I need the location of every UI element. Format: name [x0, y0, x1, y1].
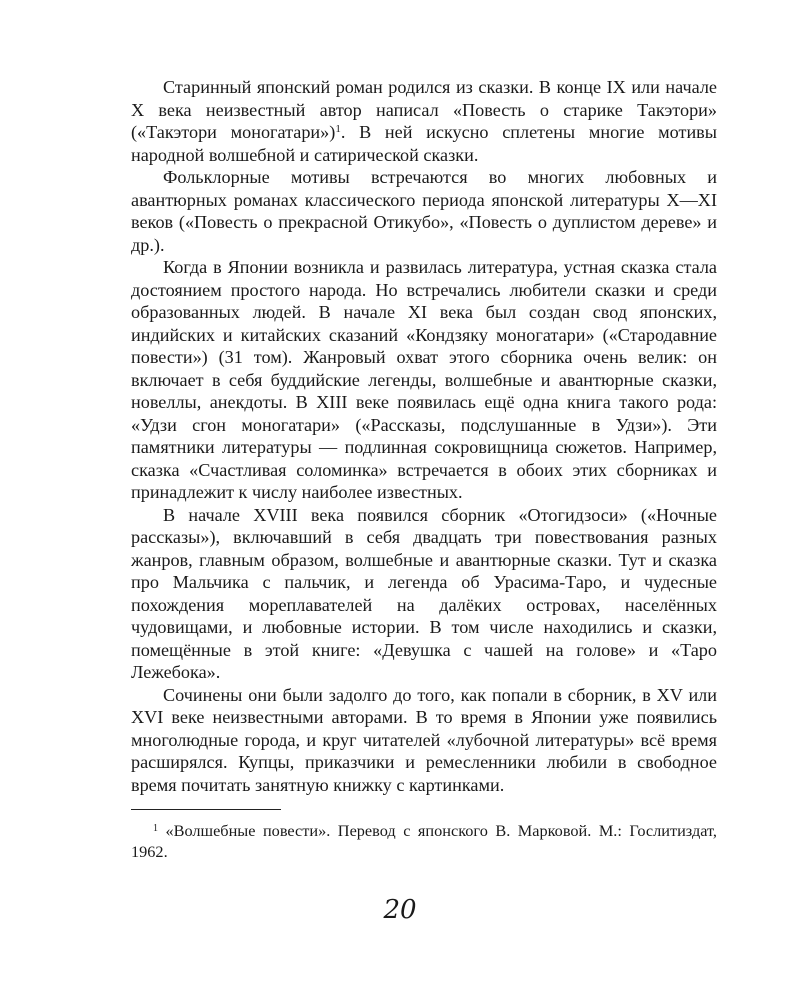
- body-text: [131, 76, 717, 796]
- paragraph-1: [131, 76, 717, 166]
- paragraph-1-text: Старинный японский роман родился из сказки. В конце IX или начале X века неизвестный автор написал «Повесть о старике Такэтори» («Такэтори моногатари»): [131, 77, 717, 142]
- paragraph-1-text-continued: . В ней искусно сплетены многие мотивы народной волшебной и сатирической сказки.: [131, 122, 717, 165]
- footnote-text: «Волшебные повести». Перевод с японского В. Марковой. М.: Гослитиздат, 1962.: [131, 821, 717, 861]
- paragraph-3: Когда в Японии возникла и развилась литература, устная сказка стала достоянием простого народа. Но встречались любители сказки и среди образованных людей. В начале XI века был создан свод японских, индийских и китайских сказаний «Кондзяку моногатари» («Стародавние повести») (31 том). Жанровый охват этого сборника очень велик: он включает в себя буддийские легенды, волшебные и авантюрные сказки, новеллы, анекдоты. В XIII веке появилась ещё одна книга такого рода: «Удзи сгон моногатари» («Рассказы, подслушанные в Удзи»). Эти памятники литературы — подлинная сокровищница сюжетов. Например, сказка «Счастливая соломинка» встречается в обоих этих сборниках и принадлежит к числу наиболее известных.: [131, 257, 717, 502]
- footnote-mark: 1: [153, 823, 158, 834]
- footnote-reference[interactable]: 1: [335, 123, 341, 135]
- page-number: 20: [383, 895, 417, 925]
- paragraph-4: В начале XVIII века появился сборник «Отогидзоси» («Ночные рассказы»), включавший в себя двадцать три повествования разных жанров, главным образом, волшебные и авантюрные сказки. Тут и сказка про Мальчика с пальчик, и легенда об Урасима-Таро, и чудесные похождения мореплавателей на далёких островах, населённых чудовищами, и любовные истории. В том числе находились и сказки, помещённые в этой книге: «Девушка с чашей на голове» и «Таро Лежебока».: [131, 504, 717, 682]
- footnote-divider: [131, 809, 281, 810]
- paragraph-5: Сочинены они были задолго до того, как попали в сборник, в XV или XVI веке неизвестными авторами. В то время в Японии уже появились многолюдные города, и круг читателей «лубочной литературы» всё время расширялся. Купцы, приказчики и ремесленники любили в свободное время почитать занятную книжку с картинками.: [131, 684, 717, 795]
- page-content: [131, 76, 717, 862]
- paragraph-2: Фольклорные мотивы встречаются во многих любовных и авантюрных романах классического периода японской литературы X—XI веков («Повесть о прекрасной Отикубо», «Повесть о дуплистом дереве» и др.).: [131, 167, 717, 255]
- footnote: [131, 820, 717, 862]
